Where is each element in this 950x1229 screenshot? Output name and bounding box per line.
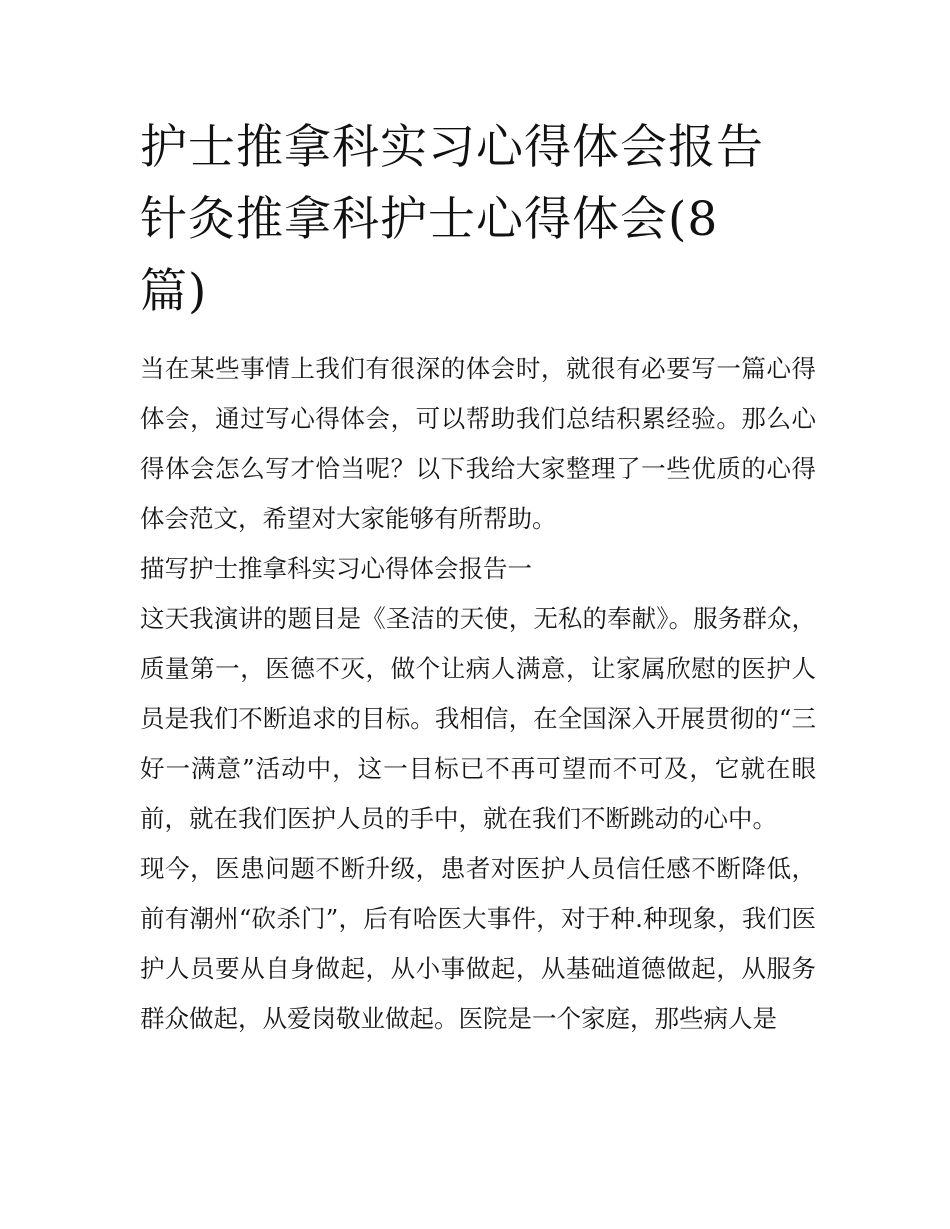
intro-paragraph: 当在某些事情上我们有很深的体会时，就很有必要写一篇心得体会，通过写心得体会，可以帮助我们总结积累经验。那么心得体会怎么写才恰当呢？以下我给大家整理了一些优质的心得体会范文，希望对大家能够有所帮助。 <box>140 354 816 533</box>
document-content <box>140 112 816 1044</box>
body-paragraph-1: 这天我演讲的题目是《圣洁的天使，无私的奉献》。服务群众，质量第一，医德不灭，做个让病人满意，让家属欣慰的医护人员是我们不断追求的目标。我相信，在全国深入开展贯彻的“三好一满意”活动中，这一目标已不再可望而不可及，它就在眼前，就在我们医护人员的手中，就在我们不断跳动的心中。 <box>140 604 816 833</box>
section-heading: 描写护士推拿科实习心得体会报告一 <box>140 554 532 583</box>
body-paragraph-2: 现今，医患问题不断升级，患者对医护人员信任感不断降低，前有潮州“砍杀门”，后有哈医大事件，对于种.种现象，我们医护人员要从自身做起，从小事做起，从基础道德做起，从服务群众做起，从爱岗敬业做起。医院是一个家庭，那些病人是 <box>140 854 816 1033</box>
title-line-1: 护士推拿科实习心得体会报告 <box>140 120 764 175</box>
document-title <box>140 112 816 328</box>
title-line-2: 针灸推拿科护士心得体会(8 <box>140 192 719 247</box>
title-line-3: 篇) <box>140 264 208 319</box>
